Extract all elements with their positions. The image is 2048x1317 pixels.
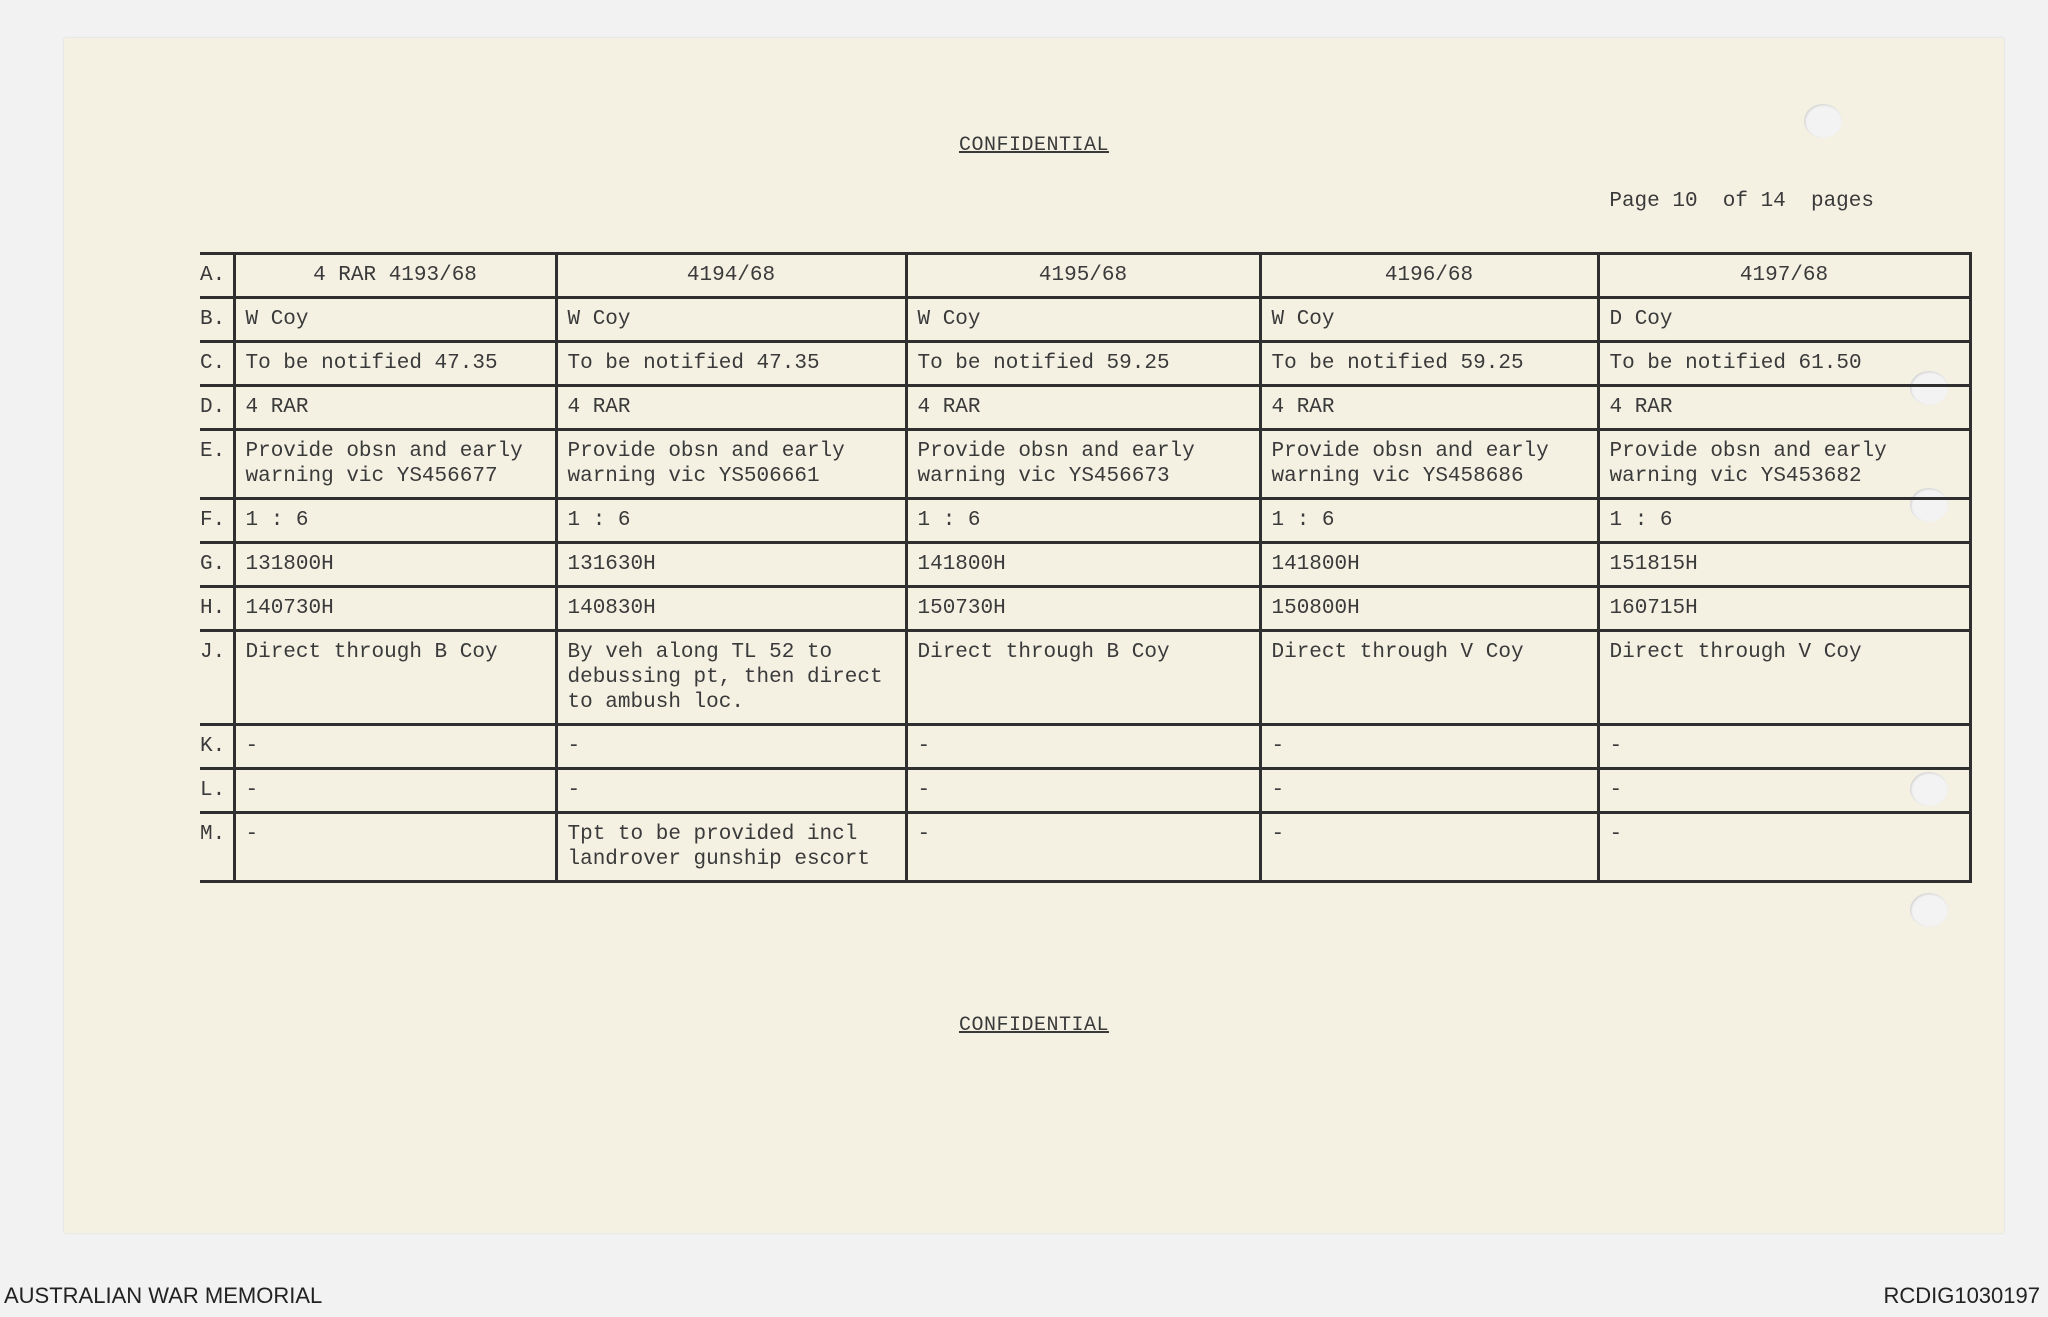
table-row: [200, 769, 1970, 813]
table-cell: To be notified 59.25: [1260, 342, 1598, 386]
table-cell: -: [1598, 725, 1970, 769]
table-row: [200, 543, 1970, 587]
table-cell: W Coy: [234, 298, 556, 342]
table-cell: -: [1598, 813, 1970, 882]
table-cell: To be notified 61.50: [1598, 342, 1970, 386]
table-row: [200, 254, 1970, 298]
table-cell: W Coy: [556, 298, 906, 342]
table-cell: To be notified 47.35: [234, 342, 556, 386]
archive-source-label: AUSTRALIAN WAR MEMORIAL: [4, 1283, 323, 1308]
table-cell: W Coy: [906, 298, 1260, 342]
table-cell: Provide obsn and early warning vic YS506661: [556, 430, 906, 499]
table-cell: 131800H: [234, 543, 556, 587]
table-cell: 131630H: [556, 543, 906, 587]
table-cell: 1 : 6: [234, 499, 556, 543]
row-label: J.: [200, 631, 234, 725]
table-cell: Direct through B Coy: [234, 631, 556, 725]
operations-table: [200, 252, 1972, 883]
table-cell: -: [906, 813, 1260, 882]
table-cell: 1 : 6: [1598, 499, 1970, 543]
row-label: B.: [200, 298, 234, 342]
table-cell: To be notified 59.25: [906, 342, 1260, 386]
confidential-header: CONFIDENTIAL: [958, 134, 1110, 157]
document-page: [64, 38, 2004, 1233]
table-row: [200, 813, 1970, 882]
table-cell: -: [234, 813, 556, 882]
table-cell: 4197/68: [1598, 254, 1970, 298]
table-cell: D Coy: [1598, 298, 1970, 342]
table-cell: 140830H: [556, 587, 906, 631]
table-cell: -: [906, 725, 1260, 769]
table-cell: -: [556, 725, 906, 769]
row-label: C.: [200, 342, 234, 386]
table-cell: Provide obsn and early warning vic YS456673: [906, 430, 1260, 499]
punch-hole: [1804, 104, 1842, 138]
table-row: [200, 631, 1970, 725]
confidential-footer: CONFIDENTIAL: [958, 1014, 1110, 1037]
table-cell: -: [1260, 813, 1598, 882]
table-cell: -: [1260, 725, 1598, 769]
row-label: K.: [200, 725, 234, 769]
table-row: [200, 298, 1970, 342]
table-cell: 150800H: [1260, 587, 1598, 631]
table-cell: 4195/68: [906, 254, 1260, 298]
row-label: M.: [200, 813, 234, 882]
table-cell: -: [906, 769, 1260, 813]
table-cell: 150730H: [906, 587, 1260, 631]
row-label: G.: [200, 543, 234, 587]
table-cell: By veh along TL 52 to debussing pt, then direct to ambush loc.: [556, 631, 906, 725]
table-cell: 4 RAR: [556, 386, 906, 430]
table-cell: Direct through V Coy: [1598, 631, 1970, 725]
table-cell: Provide obsn and early warning vic YS456677: [234, 430, 556, 499]
table-cell: Direct through B Coy: [906, 631, 1260, 725]
table-cell: To be notified 47.35: [556, 342, 906, 386]
table-cell: 1 : 6: [1260, 499, 1598, 543]
row-label: D.: [200, 386, 234, 430]
table-cell: 4 RAR: [234, 386, 556, 430]
row-label: E.: [200, 430, 234, 499]
table-cell: -: [234, 725, 556, 769]
row-label: F.: [200, 499, 234, 543]
punch-hole: [1910, 893, 1948, 927]
table-cell: Tpt to be provided incl landrover gunship escort: [556, 813, 906, 882]
table-cell: Provide obsn and early warning vic YS458686: [1260, 430, 1598, 499]
table-cell: -: [1598, 769, 1970, 813]
table-cell: W Coy: [1260, 298, 1598, 342]
table-cell: 4 RAR: [1598, 386, 1970, 430]
table-cell: 1 : 6: [906, 499, 1260, 543]
table-row: [200, 587, 1970, 631]
table-cell: 4 RAR: [1260, 386, 1598, 430]
table-cell: 4 RAR: [906, 386, 1260, 430]
table-cell: -: [1260, 769, 1598, 813]
table-cell: -: [556, 769, 906, 813]
row-label: A.: [200, 254, 234, 298]
table-cell: Direct through V Coy: [1260, 631, 1598, 725]
table-cell: -: [234, 769, 556, 813]
page-number: Page 10 of 14 pages: [1609, 190, 1874, 213]
table-cell: 141800H: [906, 543, 1260, 587]
table-cell: 4 RAR 4193/68: [234, 254, 556, 298]
table-cell: 4194/68: [556, 254, 906, 298]
table-cell: Provide obsn and early warning vic YS453682: [1598, 430, 1970, 499]
table-cell: 160715H: [1598, 587, 1970, 631]
table-row: [200, 342, 1970, 386]
table-cell: 140730H: [234, 587, 556, 631]
table-row: [200, 499, 1970, 543]
table-row: [200, 725, 1970, 769]
table-row: [200, 386, 1970, 430]
row-label: L.: [200, 769, 234, 813]
row-label: H.: [200, 587, 234, 631]
table-row: [200, 430, 1970, 499]
table-cell: 1 : 6: [556, 499, 906, 543]
table-cell: 141800H: [1260, 543, 1598, 587]
archive-image-ref: RCDIG1030197: [1883, 1283, 2040, 1308]
table-cell: 4196/68: [1260, 254, 1598, 298]
table-cell: 151815H: [1598, 543, 1970, 587]
